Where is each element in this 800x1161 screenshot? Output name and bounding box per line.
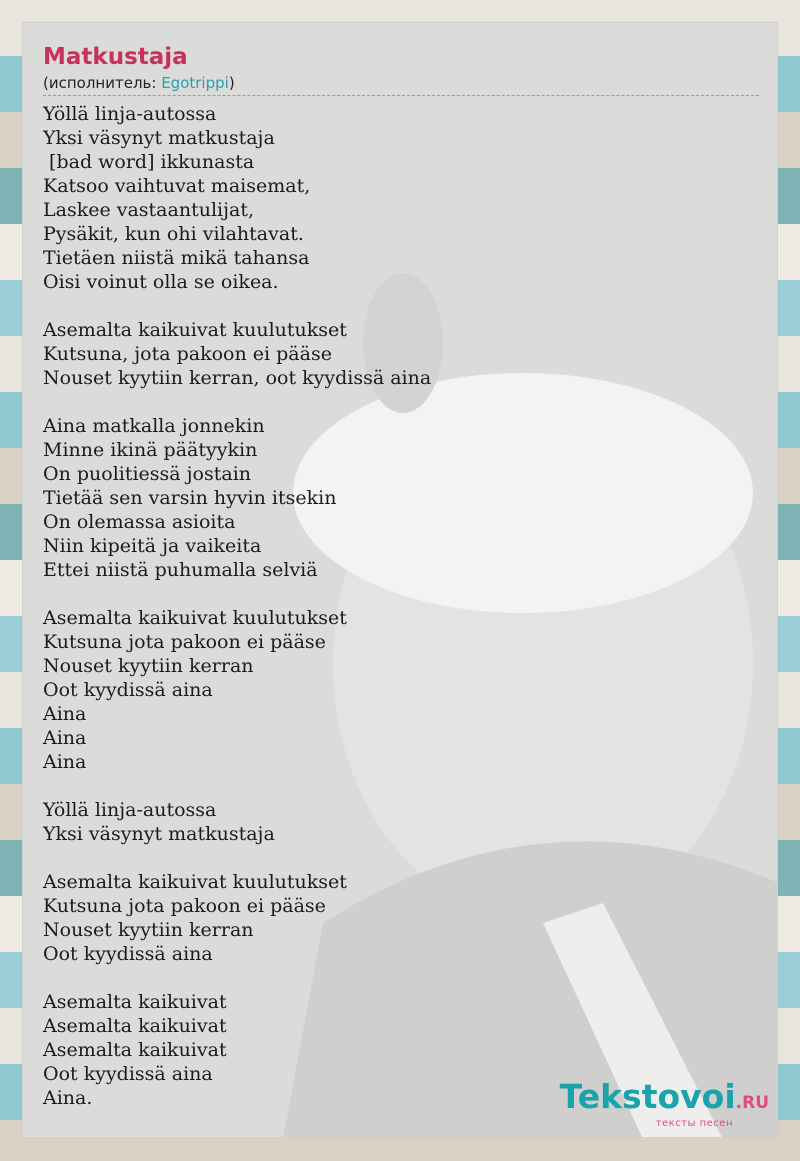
lyrics-line: Tietää sen varsin hyvin itsekin [43,487,337,509]
lyrics-line: On puolitiessä jostain [43,463,252,485]
lyrics-stanza [43,102,759,294]
artist-link[interactable]: Egotrippi [161,74,229,92]
lyrics-line: Minne ikinä päätyykin [43,439,258,461]
logo-tagline: тексты песен [655,1118,733,1129]
lyrics-body [43,102,759,1110]
lyrics-line: Laskee vastaantulijat, [43,199,254,221]
lyrics-line: Asemalta kaikuivat kuulutukset [43,319,347,341]
lyrics-line: Asemalta kaikuivat kuulutukset [43,871,347,893]
lyrics-line: Aina. [43,1087,93,1109]
lyrics-stanza [43,414,759,582]
lyrics-line: Asemalta kaikuivat [43,1015,227,1037]
lyrics-line: Oot kyydissä aina [43,1063,213,1085]
lyrics-line: Aina [43,751,87,773]
lyrics-line: Yksi väsynyt matkustaja [43,823,275,845]
lyrics-line: Aina [43,727,87,749]
lyrics-line: Yöllä linja-autossa [43,799,217,821]
lyrics-line: Oisi voinut olla se oikea. [43,271,279,293]
logo-tld: .RU [735,1093,769,1113]
lyrics-line: Aina matkalla jonnekin [43,415,265,437]
lyrics-stanza [43,318,759,390]
lyrics-stanza [43,870,759,966]
lyrics-content [43,41,759,1134]
lyrics-line: Kutsuna jota pakoon ei pääse [43,631,326,653]
lyrics-line: [bad word] ikkunasta [43,151,255,173]
lyrics-line: Yksi väsynyt matkustaja [43,127,275,149]
lyrics-line: Asemalta kaikuivat kuulutukset [43,607,347,629]
lyrics-stanza [43,798,759,846]
lyrics-line: Pysäkit, kun ohi vilahtavat. [43,223,304,245]
lyrics-line: Oot kyydissä aina [43,679,213,701]
lyrics-line: Kutsuna jota pakoon ei pääse [43,895,326,917]
lyrics-line: Asemalta kaikuivat [43,1039,227,1061]
lyrics-stanza [43,606,759,774]
lyrics-line: On olemassa asioita [43,511,236,533]
lyrics-line: Asemalta kaikuivat [43,991,227,1013]
lyrics-line: Nouset kyytiin kerran [43,919,254,941]
artist-prefix: (исполнитель: [43,74,162,92]
lyrics-line: Niin kipeitä ja vaikeita [43,535,262,557]
song-title: Matkustaja [43,44,188,70]
artist-line [43,73,759,96]
logo-main-text: Tekstovoi [559,1077,736,1116]
lyrics-card [22,22,778,1138]
lyrics-line: Ettei niistä puhumalla selviä [43,559,318,581]
lyrics-line: Nouset kyytiin kerran [43,655,254,677]
lyrics-line: Tietäen niistä mikä tahansa [43,247,310,269]
lyrics-line: Kutsuna, jota pakoon ei pääse [43,343,332,365]
artist-suffix: ) [228,74,235,92]
lyrics-line: Yöllä linja-autossa [43,103,217,125]
lyrics-line: Oot kyydissä aina [43,943,213,965]
site-logo[interactable] [559,1079,769,1127]
lyrics-line: Katsoo vaihtuvat maisemat, [43,175,311,197]
lyrics-line: Nouset kyytiin kerran, oot kyydissä aina [43,367,432,389]
lyrics-line: Aina [43,703,87,725]
